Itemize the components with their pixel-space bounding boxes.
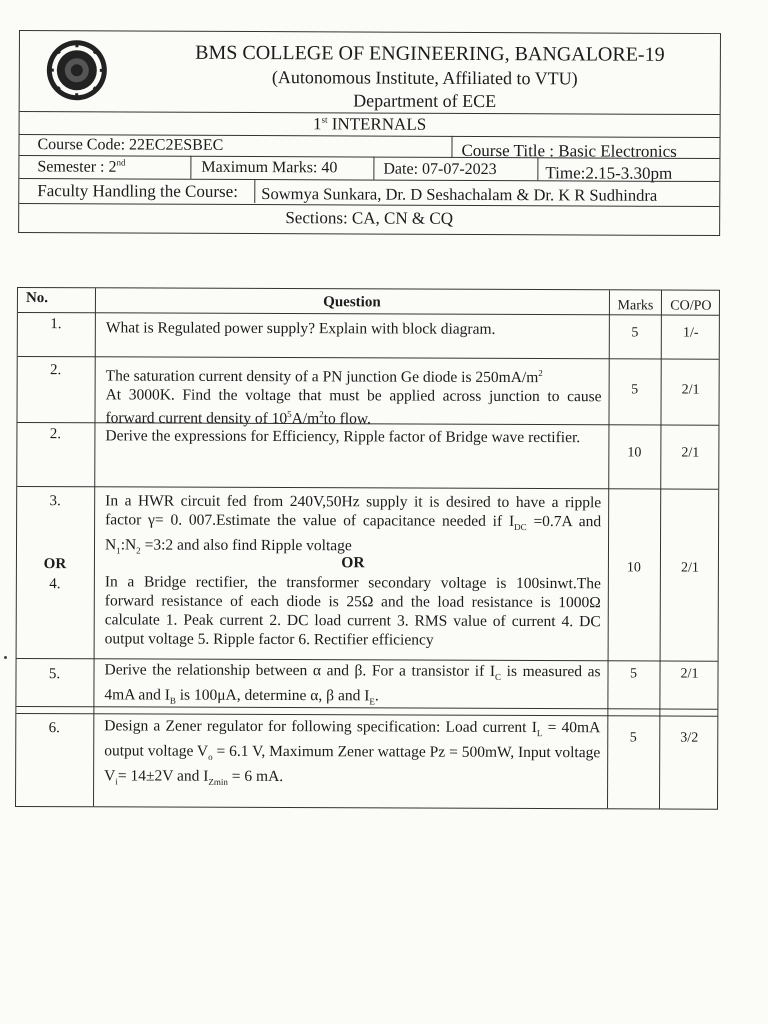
question-4: In a Bridge rectifier, the transformer secondary voltage is 100sinwt.The forward resistance of each diode is 25Ω and the load resistance is 1000Ω calculate 1. Peak current 2. DC load current 3. RMS value of current 4. DC output voltage 5. Ripple factor 6. Rectifier efficiency bbox=[104, 573, 601, 649]
question-1: What is Regulated power supply? Explain with block diagram. bbox=[105, 319, 496, 338]
exam-date: Date: 07-07-2023 bbox=[383, 160, 497, 179]
row3-no: 2. bbox=[49, 426, 62, 443]
question-2b: Derive the expressions for Efficiency, Ripple factor of Bridge wave rectifier. bbox=[105, 427, 581, 447]
row4-no: 3. bbox=[49, 493, 61, 510]
college-subtitle: (Autonomous Institute, Affiliated to VTU) bbox=[271, 67, 578, 89]
row4-marks: 10 bbox=[626, 560, 641, 576]
row6-copo: 3/2 bbox=[680, 730, 699, 746]
question-5: Derive the relationship between α and β. For a transistor if $I_C$ is measured as 4mA and $I_B$ is 100μA, determine α, β and $I_E$. bbox=[104, 661, 601, 707]
header-no: No. bbox=[25, 290, 49, 307]
department-name: Department of ECE bbox=[353, 90, 497, 112]
sections: Sections: CA, CN & CQ bbox=[285, 208, 454, 228]
row5-marks: 5 bbox=[629, 666, 638, 682]
college-name: BMS COLLEGE OF ENGINEERING, BANGALORE-19 bbox=[195, 41, 665, 66]
row6-no: 6. bbox=[48, 720, 60, 737]
course-title: Course Title : Basic Electronics bbox=[461, 140, 677, 161]
header-marks: Marks bbox=[617, 298, 654, 314]
row1-no: 1. bbox=[50, 316, 62, 333]
row3-copo: 2/1 bbox=[681, 445, 700, 461]
row1-marks: 5 bbox=[631, 325, 639, 341]
row2-no: 2. bbox=[50, 362, 62, 379]
row4-no2: 4. bbox=[49, 576, 61, 593]
faculty-names: Sowmya Sunkara, Dr. D Seshachalam & Dr. K R Sudhindra bbox=[261, 184, 658, 205]
exam-time: Time:2.15-3.30pm bbox=[545, 163, 673, 183]
row3-marks: 10 bbox=[627, 445, 642, 461]
row1-copo: 1/- bbox=[683, 325, 699, 341]
semester: Semester : 2nd bbox=[37, 157, 126, 176]
faculty-label: Faculty Handling the Course: bbox=[37, 181, 239, 201]
course-code: Course Code: 22EC2ESBEC bbox=[37, 136, 224, 154]
question-3: In a HWR circuit fed from 240V,50Hz supply it is desired to have a ripple factor γ= 0. 007.Estimate the value of capacitance needed if $I_{DC} =0.7A$ and $N_1:N_2$ =3:2 and also find Ripple voltage bbox=[104, 492, 602, 556]
or-label-center: OR bbox=[341, 554, 365, 572]
question-2a: The saturation current density of a PN junction Ge diode is $250mA/m^2$ At 3000K. Find the voltage that must be applied across junction to cause forward current density of $10^5A/m^2to$ flow. bbox=[105, 367, 602, 428]
question-table bbox=[15, 287, 720, 810]
row2-marks: 5 bbox=[631, 382, 639, 398]
or-label-left: OR bbox=[43, 556, 67, 573]
question-6: Design a Zener regulator for following specification: Load current $I_L = 40mA$ output voltage $V_o = 6.1$ V, Maximum Zener wattage Pz = 500mW, Input voltage $V_i= 14\pm 2V$ and $I_{Zmin} = 6$ mA. bbox=[104, 717, 601, 788]
header-copo: CO/PO bbox=[670, 298, 712, 314]
row5-copo: 2/1 bbox=[680, 666, 699, 682]
max-marks: Maximum Marks: 40 bbox=[201, 158, 338, 177]
row6-marks: 5 bbox=[629, 730, 637, 746]
header-question: Question bbox=[323, 294, 381, 311]
row2-copo: 2/1 bbox=[681, 382, 700, 398]
row4-copo: 2/1 bbox=[680, 560, 699, 576]
row5-no: 5. bbox=[48, 666, 61, 683]
stray-mark bbox=[4, 656, 7, 659]
exam-title: 1st INTERNALS bbox=[312, 114, 427, 134]
exam-header bbox=[18, 30, 721, 236]
